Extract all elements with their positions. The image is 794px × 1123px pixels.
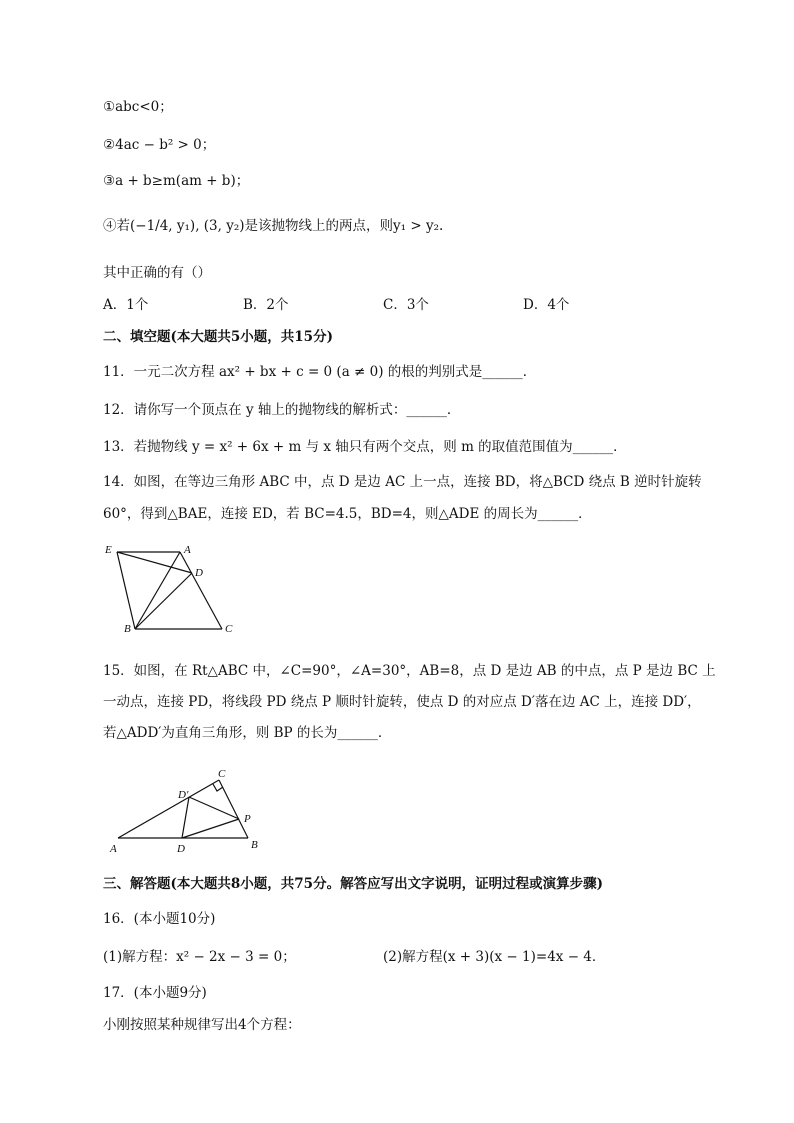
fig14-label-d: D [195,567,203,579]
choice-b: B．2个 [243,297,289,313]
fig14-label-a: A [184,544,191,556]
question-11: 11．一元二次方程 ax² + bx + c = 0 (a ≠ 0) 的根的判别式是______． [103,364,537,380]
fig14-label-b: B [124,623,131,635]
figure-15-triangle-diagram [105,764,275,856]
fig14-edge-eb [117,552,135,629]
fig15-edge-d-prime-p [189,797,239,819]
option-3: ③a + b≥m(am + b)； [103,173,250,189]
section-2-title: 二、填空题(本大题共5小题，共15分) [103,329,333,345]
fig15-label-d: D [177,843,185,855]
section-3-title: 三、解答题(本大题共8小题，共75分。解答应写出文字说明，证明过程或演算步骤) [103,876,603,892]
fig15-edge-ac [118,780,219,838]
fig15-edge-dd-prime [182,797,189,838]
question-12: 12．请你写一个顶点在 y 轴上的抛物线的解析式：______． [103,402,461,418]
fig14-label-c: C [225,623,233,635]
fig15-label-p: P [244,813,251,825]
fig15-label-a: A [110,843,117,855]
fig15-label-c: C [218,768,226,780]
choice-d: D．4个 [523,297,570,313]
question-17-header: 17．(本小题9分) [103,985,207,1001]
option-4: ④若(−1/4, y₁), (3, y₂)是该抛物线上的两点，则y₁ > y₂. [103,218,444,234]
question-16-header: 16．(本小题10分) [103,911,216,927]
choice-c: C．3个 [383,297,429,313]
question-16-part-1: (1)解方程：x² − 2x − 3 = 0； [103,949,296,965]
question-16-part-2: (2)解方程(x + 3)(x − 1)=4x − 4． [383,949,606,965]
choice-a: A．1个 [103,297,149,313]
question-17-text: 小刚按照某种规律写出4个方程： [103,1017,301,1033]
question-14-line-1: 14．如图，在等边三角形 ABC 中，点 D 是边 AC 上一点，连接 BD，将△BCD 绕点 B 逆时针旋转 [103,474,702,490]
fig15-label-d-prime: D′ [178,789,189,801]
fig15-label-b: B [251,839,258,851]
question-15-line-1: 15．如图，在 Rt△ABC 中，∠C=90°，∠A=30°，AB=8，点 D 是边 AB 的中点，点 P 是边 BC 上 [103,663,716,679]
fig14-edge-ed [117,552,192,573]
option-2: ②4ac − b² > 0； [103,137,216,153]
fig14-label-e: E [105,544,112,556]
figure-14-rhombus-diagram [100,540,250,640]
question-15-line-3: 若△ADD′为直角三角形，则 BP 的长为______． [103,725,392,741]
question-13: 13．若抛物线 y = x² + 6x + m 与 x 轴只有两个交点，则 m 的取值范围值为______． [103,439,627,455]
question-14-line-2: 60°，得到△BAE，连接 ED，若 BC=4.5，BD=4，则△ADE 的周长为______． [103,506,592,522]
fig14-edge-ac [180,552,222,629]
option-1: ①abc<0； [103,99,173,115]
fig15-edge-cb [219,780,248,838]
fig15-edge-dp [182,819,239,838]
question-prompt: 其中正确的有（） [103,265,211,281]
question-15-line-2: 一动点，连接 PD，将线段 PD 绕点 P 顺时针旋转，使点 D 的对应点 D′落在边 AC 上，连接 DD′， [103,694,701,710]
